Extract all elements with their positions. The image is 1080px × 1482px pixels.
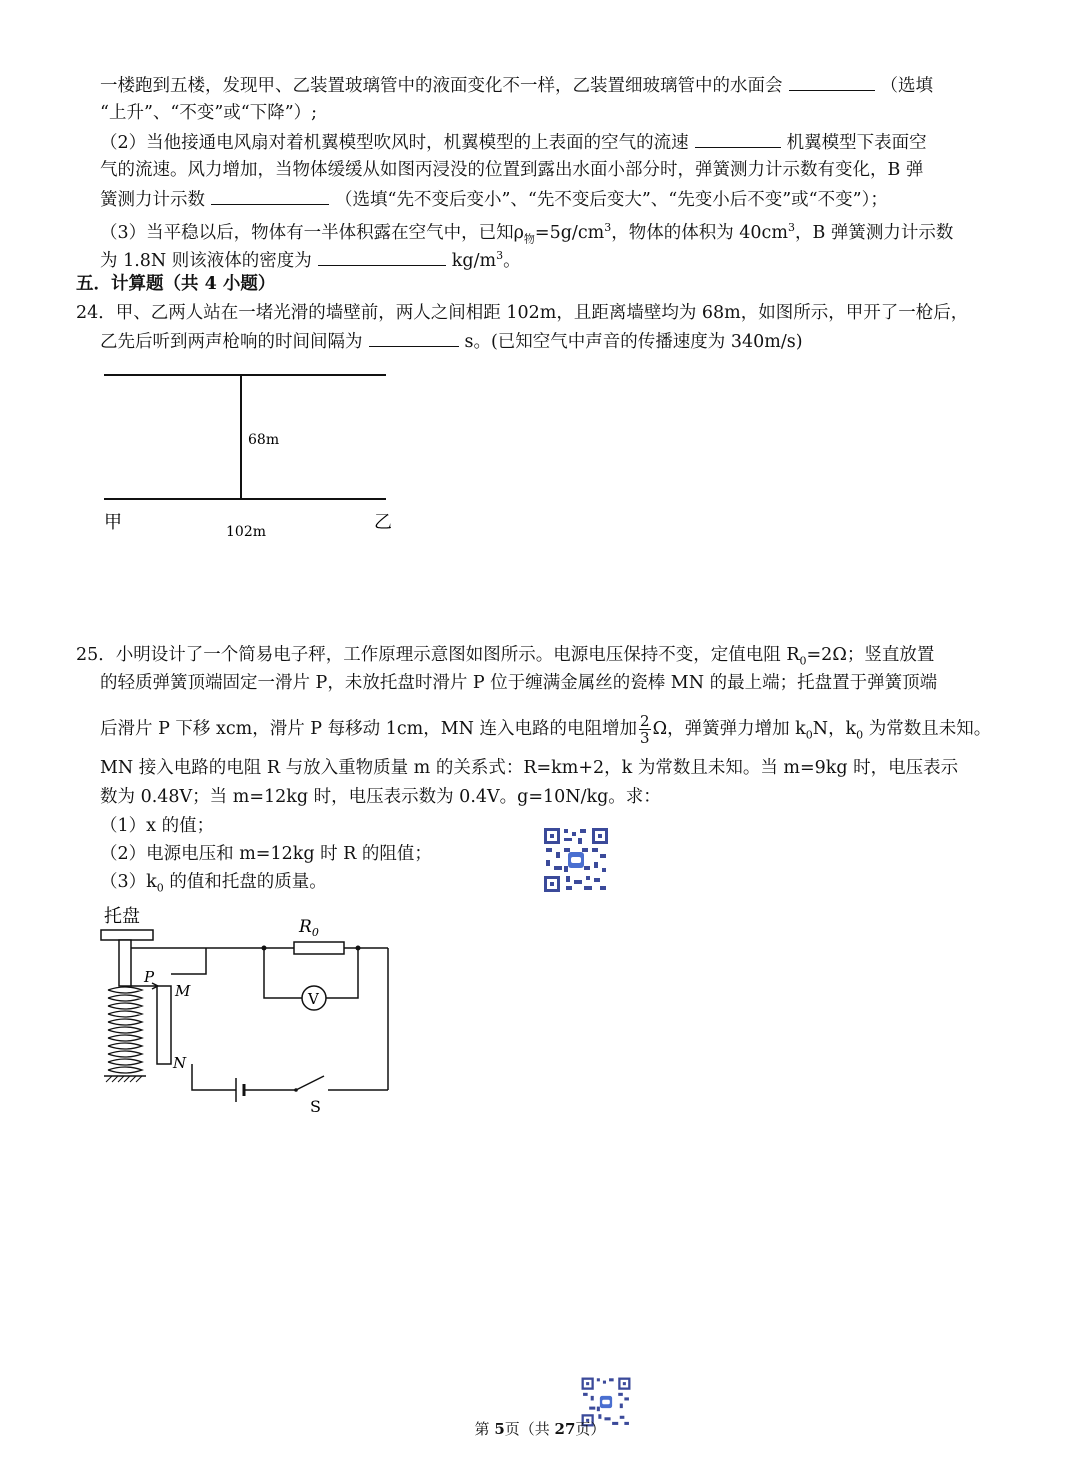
switch-pivot: [294, 1088, 298, 1092]
answer-blank: [789, 73, 875, 91]
sub-question-3: $(3)k_0$ 的值和托盘的质量。: [100, 872, 327, 895]
answer-blank: [369, 329, 459, 347]
text-line: 气的流速。风力增加，当物体缓缓从如图丙浸没的位置到露出水面小部分时，弹簧测力计示数有变化，B 弹: [100, 160, 924, 180]
tray-stem: [119, 940, 131, 986]
fraction: $\frac{2}{3}$: [640, 712, 650, 747]
answer-blank: [695, 130, 781, 148]
page-number: 5: [494, 1420, 505, 1438]
answer-blank: [318, 248, 446, 266]
label-m: M: [175, 982, 191, 1000]
text-line: “上升”、“不变”或“下降”）;: [100, 103, 318, 123]
wire-bottom-left: [192, 1064, 236, 1090]
section-title: 五．计算题（共 4 小题）: [76, 274, 276, 294]
text-line: 数为 0.48V；当 m=12kg 时，电压表示数为 0.4V。g=10N/kg。求：: [100, 787, 661, 807]
text-line: （3）当平稳以后，物体有一半体积露在空气中，已知$\rho_物=5g/cm^3$，物体的体积为 $40cm^3$，B 弹簧测力计示数: [100, 221, 954, 246]
text-line: 簧测力计示数 （选填“先不变后变小”、“先不变后变大”、“先变小后不变”或“不变”）；: [100, 187, 888, 212]
text-line: 的轻质弹簧顶端固定一滑片 P，未放托盘时滑片 P 位于缠满金属丝的瓷棒 MN 的最上端；托盘置于弹簧顶端: [100, 673, 938, 693]
qr-code-icon: [542, 826, 610, 894]
answer-blank: [211, 187, 329, 205]
label-tray: 托盘: [104, 906, 140, 927]
page-footer: 第 5页（共 27页）: [474, 1420, 606, 1438]
wall-diagram: [96, 366, 406, 546]
text-line: 一楼跑到五楼，发现甲、乙装置玻璃管中的液面变化不一样，乙装置细玻璃管中的水面会 （选填: [100, 73, 933, 98]
label-r0: $R_0$: [299, 917, 319, 939]
text-line: MN 接入电路的电阻 R 与放入重物质量 m 的关系式：R=km+2，k 为常数且未知。当 m=9kg 时，电压表示: [100, 758, 959, 778]
question-24-text: 24．甲、乙两人站在一堵光滑的墙壁前，两人之间相距 102m，且距离墙壁均为 68m，如图所示，甲开了一枪后，: [76, 303, 969, 323]
label-p: P: [144, 968, 155, 986]
question-25-text: 25．小明设计了一个简易电子秤，工作原理示意图如图所示。电源电压保持不变，定值电阻 $R_0=2\Omega$；竖直放置: [76, 645, 935, 668]
label-s: S: [310, 1097, 321, 1116]
page-total: 27: [554, 1420, 576, 1438]
tray: [101, 930, 153, 940]
text-line: （2）当他接通电风扇对着机翼模型吹风时，机翼模型的上表面的空气的流速 机翼模型下表面空: [100, 130, 927, 155]
text-line: 乙先后听到两声枪响的时间间隔为 s。(已知空气中声音的传播速度为 340m/s): [100, 329, 803, 354]
label-n: N: [173, 1054, 187, 1072]
sub-question-1: （1）x 的值；: [100, 816, 215, 836]
label-jia: 甲: [104, 512, 122, 533]
resistor-r0: [294, 942, 344, 954]
text-line: 后滑片 P 下移 xcm，滑片 P 每移动 1cm，MN 连入电路的电阻增加 $\frac{2}{3}$ Ω，弹簧弹力增加 $k_0N$，$k_0$ 为常数且未知。: [100, 712, 992, 747]
label-68m: 68m: [248, 432, 280, 448]
spring: [108, 987, 142, 1073]
text-line: 为 1.8N 则该液体的密度为 $kg/m^3$。: [100, 249, 521, 271]
sub-question-2: （2）电源电压和 m=12kg 时 R 的阻值；: [100, 844, 432, 864]
circuit-diagram: [96, 900, 396, 1120]
wire-mid: [171, 948, 206, 974]
ground-hatch: [106, 1076, 142, 1082]
switch-s: [296, 1076, 324, 1090]
label-102m: 102m: [226, 524, 266, 540]
rheostat-mn: [157, 986, 171, 1064]
label-v: V: [308, 990, 319, 1008]
label-yi: 乙: [374, 512, 392, 533]
